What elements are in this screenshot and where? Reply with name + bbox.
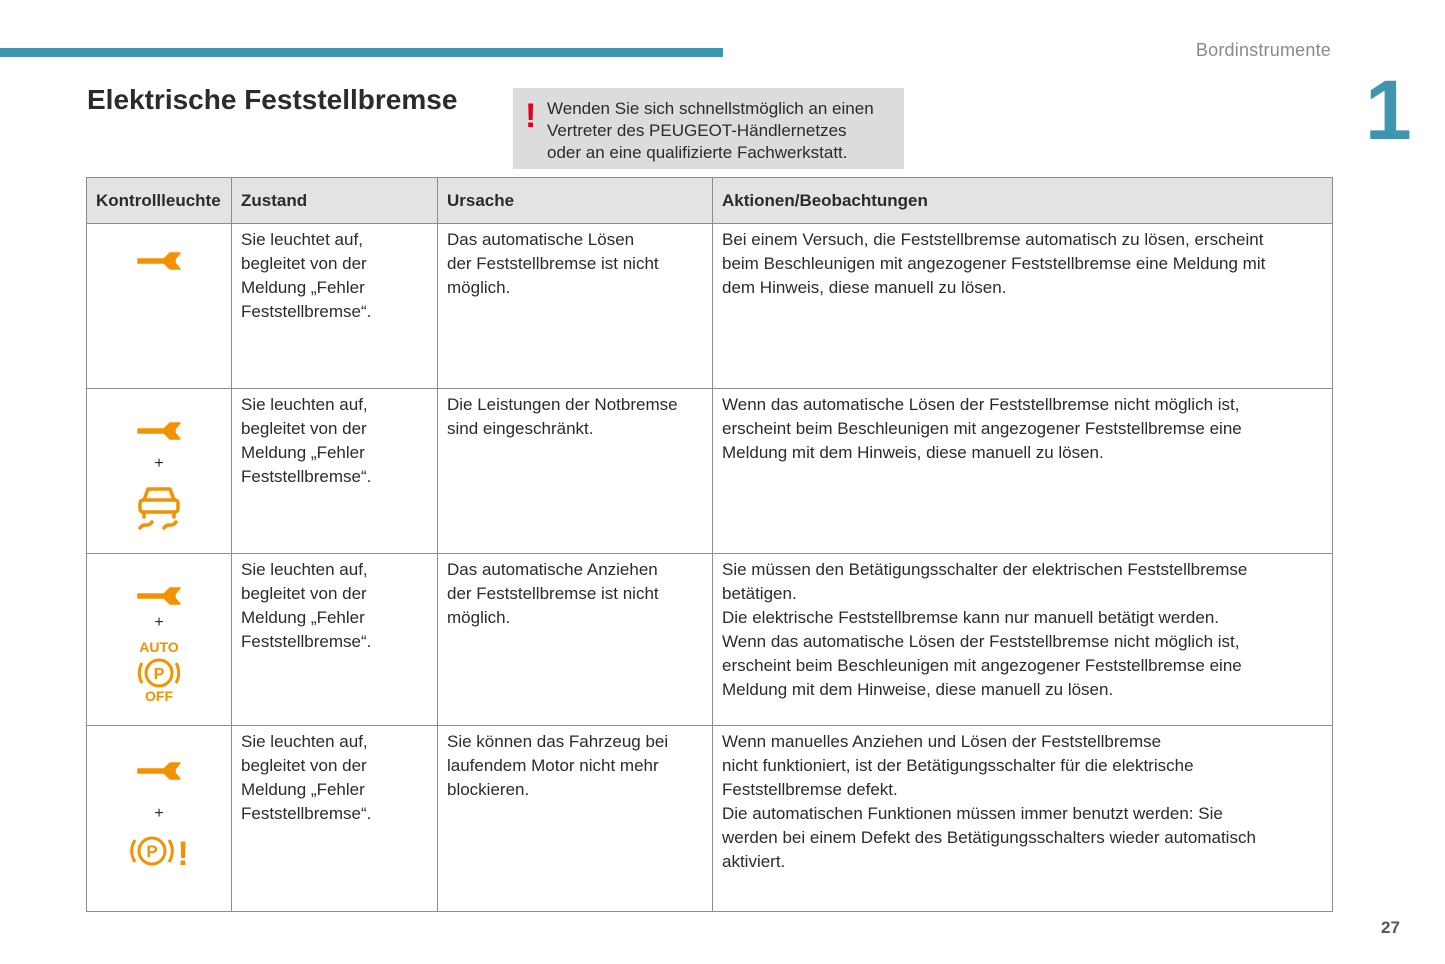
wrench-icon (136, 760, 182, 782)
text-line: Wenn das automatische Lösen der Feststellbremse nicht möglich ist, (722, 632, 1240, 651)
text-line: Sie können das Fahrzeug bei (447, 732, 669, 751)
text-line: Die elektrische Feststellbremse kann nur manuell betätigt werden. (722, 608, 1220, 627)
text-line: aktiviert. (722, 852, 786, 871)
page-number: 27 (1381, 918, 1400, 937)
text-line: nicht funktioniert, ist der Betätigungsschalter für die elektrische (722, 756, 1194, 775)
text-line: begleitet von der (241, 254, 367, 273)
exclamation-label: ! (177, 835, 189, 872)
text-line: Meldung „Fehler (241, 278, 365, 297)
chapter-number: 1 (1365, 63, 1412, 157)
text-line: erscheint beim Beschleunigen mit angezogener Feststellbremse eine (722, 419, 1242, 438)
text-line: begleitet von der (241, 584, 367, 603)
warning-text (547, 98, 896, 164)
text-line: Sie leuchten auf, (241, 732, 368, 751)
aktionen-cell (713, 726, 1333, 912)
auto-park-off-icon (129, 639, 189, 703)
icon-cell (87, 389, 232, 554)
auto-label: AUTO (139, 639, 179, 655)
zustand-cell (232, 389, 438, 554)
text-line: blockieren. (447, 780, 530, 799)
text-line: Bei einem Versuch, die Feststellbremse automatisch zu lösen, erscheint (722, 230, 1264, 249)
off-label: OFF (145, 688, 173, 703)
plus-sign: + (154, 805, 164, 822)
warning-line: Wenden Sie sich schnellstmöglich an einen (547, 99, 874, 118)
section-label: Bordinstrumente (1195, 40, 1331, 60)
aktionen-cell (713, 224, 1333, 389)
exclamation-icon: ! (525, 97, 537, 135)
icon-cell (87, 224, 232, 389)
zustand-cell (232, 554, 438, 726)
column-header-aktionen: Aktionen/Beobachtungen (713, 178, 1333, 224)
wrench-icon (136, 585, 182, 607)
text-line: betätigen. (722, 584, 797, 603)
warning-box (513, 88, 904, 169)
text-line: Feststellbremse“. (241, 302, 372, 321)
zustand-cell (232, 726, 438, 912)
ursache-cell (438, 726, 713, 912)
skid-car-icon (134, 480, 184, 532)
text-line: Sie leuchtet auf, (241, 230, 363, 249)
icon-cell (87, 554, 232, 726)
zustand-cell (232, 224, 438, 389)
text-line: dem Hinweis, diese manuell zu lösen. (722, 278, 1007, 297)
text-line: Wenn manuelles Anziehen und Lösen der Feststellbremse (722, 732, 1162, 751)
text-line: beim Beschleunigen mit angezogener Feststellbremse eine Meldung mit (722, 254, 1266, 273)
text-line: begleitet von der (241, 419, 367, 438)
text-line: erscheint beim Beschleunigen mit angezogener Feststellbremse eine (722, 656, 1242, 675)
text-line: Meldung mit dem Hinweise, diese manuell zu lösen. (722, 680, 1114, 699)
table-row (87, 726, 1333, 912)
text-line: Feststellbremse“. (241, 632, 372, 651)
p-label: P (146, 842, 158, 861)
ursache-cell (438, 554, 713, 726)
text-line: Feststellbremse“. (241, 804, 372, 823)
plus-sign: + (154, 455, 164, 472)
text-line: Sie müssen den Betätigungsschalter der elektrischen Feststellbremse (722, 560, 1248, 579)
text-line: laufendem Motor nicht mehr (447, 756, 659, 775)
column-header-kontrollleuchte: Kontrollleuchte (87, 178, 232, 224)
wrench-icon (136, 420, 182, 442)
text-line: sind eingeschränkt. (447, 419, 594, 438)
warning-line: oder an eine qualifizierte Fachwerkstatt. (547, 143, 848, 162)
text-line: Das automatische Anziehen (447, 560, 658, 579)
park-brake-fault-icon (126, 830, 192, 872)
text-line: der Feststellbremse ist nicht (447, 584, 659, 603)
text-line: Sie leuchten auf, (241, 560, 368, 579)
text-line: Die automatischen Funktionen müssen immer benutzt werden: Sie (722, 804, 1223, 823)
text-line: möglich. (447, 608, 511, 627)
text-line: werden bei einem Defekt des Betätigungsschalters wieder automatisch (722, 828, 1256, 847)
warning-line: Vertreter des PEUGEOT-Händlernetzes (547, 121, 847, 140)
plus-sign: + (154, 614, 164, 631)
table-row (87, 224, 1333, 389)
text-line: Meldung mit dem Hinweis, diese manuell zu lösen. (722, 443, 1104, 462)
text-line: Sie leuchten auf, (241, 395, 368, 414)
table-row (87, 389, 1333, 554)
column-header-ursache: Ursache (438, 178, 713, 224)
text-line: Wenn das automatische Lösen der Feststellbremse nicht möglich ist, (722, 395, 1240, 414)
table-header-row (87, 178, 1333, 224)
text-line: möglich. (447, 278, 511, 297)
text-line: Das automatische Lösen (447, 230, 635, 249)
text-line: begleitet von der (241, 756, 367, 775)
page-title: Elektrische Feststellbremse (87, 84, 458, 115)
text-line: Feststellbremse“. (241, 467, 372, 486)
header-accent-bar (0, 48, 723, 57)
p-label: P (153, 666, 165, 683)
text-line: Feststellbremse defekt. (722, 780, 898, 799)
warning-lamp-table (86, 177, 1333, 912)
aktionen-cell (713, 389, 1333, 554)
text-line: Meldung „Fehler (241, 780, 365, 799)
text-line: der Feststellbremse ist nicht (447, 254, 659, 273)
ursache-cell (438, 224, 713, 389)
wrench-icon (136, 250, 182, 272)
text-line: Die Leistungen der Notbremse (447, 395, 678, 414)
aktionen-cell (713, 554, 1333, 726)
text-line: Meldung „Fehler (241, 608, 365, 627)
column-header-zustand: Zustand (232, 178, 438, 224)
ursache-cell (438, 389, 713, 554)
icon-cell (87, 726, 232, 912)
text-line: Meldung „Fehler (241, 443, 365, 462)
table-row (87, 554, 1333, 726)
